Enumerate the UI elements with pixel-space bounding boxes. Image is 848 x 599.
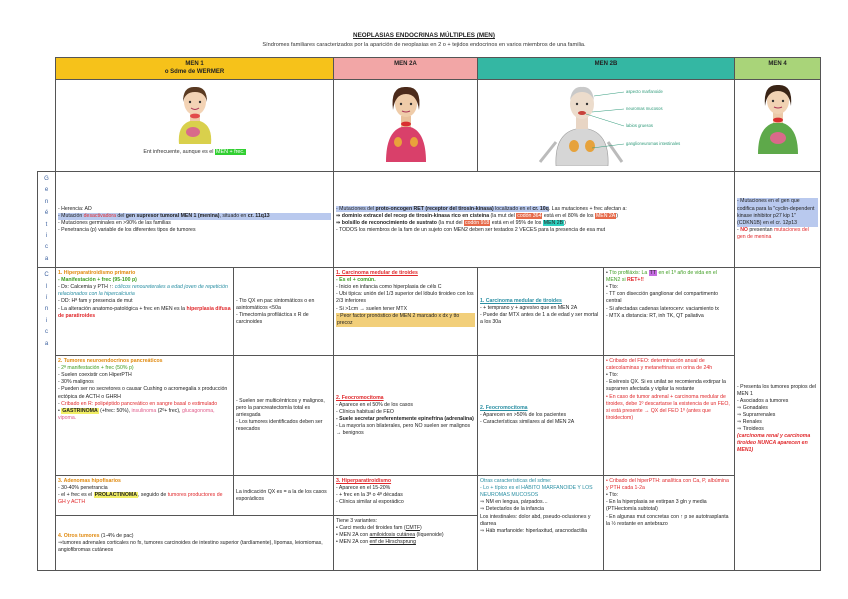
t: presentan [747,226,774,233]
t: - Características similares al del MEN 2A [480,419,575,426]
men1-pnet [56,356,234,476]
t: ) [616,212,619,219]
t: - Mutación [58,212,84,219]
men2b-label-1: aspecto marfanoide [626,89,663,94]
t: - La mayoría son bilaterales, pero NO suelen ser malignos → benignos [336,422,471,436]
t: - DD: Hª fam y presencia de mut [58,298,133,305]
letter: a [44,340,49,347]
t: - La alteración anatomo-patológica + frec en MEN es la [58,305,187,312]
t: Los intestinales: dolor abd, pseudo-oclusiones y diarrea [480,513,591,527]
t: - [737,226,741,233]
t: proto-oncogen RET (receptor del tirosin-kinasa) [375,205,494,212]
t: MEN 2B [543,219,564,226]
gen-line: - Herencia: AD [58,205,92,212]
t: - Inicio en infancia como hiperplasia de céls C [336,284,442,291]
men1-hyperpth-tto: - Tto QX en pac sintomáticos o en asintomáticos <50a - Timectomía profiláctica x R de carcinoides [234,268,334,356]
t: desactivadora [83,212,116,219]
gen-line: - Mutaciones en el gen que codifica para la "cyclin-dependent kinase inhibitor p27 kip 1" (CDKN1B) en el cr. 12p13 [737,198,818,226]
t: - MTX a distancia: RT, inh TK, QT paliativa [606,312,704,319]
t: NO [740,226,748,233]
t: ⇒tumores adrenales corticales no fx, tumores carcinoides de intestino superior (tardíamente), lipomas, leiomiomas, angiofibromas cutáneos [58,539,323,553]
t: - Aparecen en >50% de los pacientes [480,412,567,419]
t: - Ubi típica: unión del 1/3 superior del lóbulo tiroideo con los 2/3 inferiores [336,291,474,305]
t: - TT con disección ganglionar del compartimento central [606,291,718,305]
t: ⇒ NM en lengua, párpados… [480,499,548,506]
t: codón 364 [517,212,542,219]
t [58,306,231,320]
t: - Suelen coexistir con HiperPTH [58,372,132,379]
letter: G [44,176,49,183]
men1-pituitary-tto: La indicación QX es = a la de los casos esporádicos [234,476,334,516]
gen-line [336,213,732,220]
t: ⇒ Gonadales [737,405,768,412]
t: - Puede dar MTX antes de 1 a de edad y ser mortal a los 30a [480,311,599,325]
page-subtitle: Síndromes familiares caracterizados por la aparición de neoplasias en 2 o + tejidos endocrinos en varios miembros de una familia. [262,41,586,48]
men4-illustration [752,82,804,154]
t: - Si >1cm → suelen tener MTX [336,305,408,312]
t: ⇒ Detectarlos de la infancia [480,506,545,513]
men2b-feo [478,356,604,476]
t: codón 918 [465,219,490,226]
t: • Cribado del hiperPTH: analítica con Ca, P, albúmina y PTH cada 1-2a [606,478,729,492]
men4-clinica [735,268,821,571]
t: - + frec en la 3ª o 4ª décadas [336,492,403,499]
men2-genetics [334,172,735,268]
letter: i [45,317,48,324]
t: insulinoma [131,407,157,414]
t: está en el 95% de los [490,219,543,226]
t: • Cribado del FEO: determinación anual de catecolaminas y metanefrinas en orina de 24h [606,358,713,372]
letter: n [44,306,49,313]
t: (2º+ frec), [156,407,182,414]
t [58,401,231,408]
corner-cell-2 [38,80,56,172]
t: cr. 10q [532,205,549,212]
men2a-feo [334,356,478,476]
t: está en el 80% de los [542,212,595,219]
men1-title: MEN 1 [185,61,204,67]
t: - Clínica habitual de FEO [336,408,394,415]
section-title: 2. Feocromocitoma [336,394,384,401]
header-men2b [478,58,735,80]
t [58,408,231,422]
men1-subtitle: o Sdme de WERMER [164,69,225,76]
men1-caption [58,149,331,156]
men4-genetics [735,172,821,268]
t: enf de Hirschsprung [369,539,416,546]
gen-line [737,227,818,241]
t: ) [564,219,566,226]
men2b-other [478,476,604,571]
t: ⇒ Tiroideos [737,426,764,433]
t: - [58,400,62,407]
t: - Si afectadas cadenas laterocerv: vaciamiento tx [606,305,720,312]
header-men1 [56,58,334,80]
document-header [0,32,848,49]
t: - Pueden ser no secretores o causar Cushing o acromegalia x producción ectópica de ACTH o GHRH [58,386,228,400]
t: localizado en el [493,205,533,212]
t: • Tto: [606,492,619,499]
t: - Aparece en el 15-20% [336,485,391,492]
letter: c [45,329,48,336]
section-title: 2. Feocromocitoma [480,405,528,412]
t: - Es el + común. [336,277,376,284]
men2a-illustration [380,82,432,162]
t: ) [419,525,422,532]
men1-caption-text: Ent infrecuente, aunque es el [143,149,216,156]
t [58,284,231,298]
gen-line: - TODOS los miembros de la fam de un sujeto con MEN2 deben ser testados 2 VECES para la presencia de esa mut [336,226,606,233]
t: MEN 2A [595,212,616,219]
letter: i [45,233,48,240]
section-title: 3. Adenomas hipofisarios [58,478,121,485]
men2-hyperpth-tto [604,476,735,571]
gen-line-mutation [58,213,331,220]
t: . Las mutaciones + frec afectan a: [548,205,627,212]
men2b-label-4: ganglioneuromas intestinales [626,141,681,146]
t: GASTRINOMA [62,407,98,414]
t: ⇒ dominio extracel del recep de tirosin-kinasa rico en cisteína [336,212,490,219]
section-title: Otras características del sdme: [480,478,552,485]
header-men4 [735,58,821,80]
t: - Manifestación + frec (95-100 p) [58,277,137,284]
t: • En caso de tumor adrenal + carcinoma medular de tiroides, debe 1º descartarse la existencia de un FEO, si está presente → QX del FEO 1º (antes que tiroidectom) [606,393,730,421]
t: - Lo + típico es el HÁBITO MARFANOIDE Y LOS NEUROMAS MUCOSOS [480,485,593,499]
gen-line [336,206,732,213]
men2b-label-3: labios gruesos [626,123,654,128]
t [336,539,475,546]
t: - el + frec es el [58,492,94,499]
men2a-variants [334,516,478,571]
t: • MEN 2A con [336,539,370,546]
t: (1-4% de pac) [99,532,134,539]
t: Cribado en R: polipéptido pancreático en sangre basal o estimulado [61,400,218,407]
t: - 30% malignos [58,379,94,386]
men2b-label-2: neuromas mucosos [626,106,663,111]
t: - 30-40% penetrancia [58,485,108,492]
men2a-picture-cell [334,80,478,172]
t: ⇒ Háb marfanoide: hiperlaxitud, aracnodactilia [480,527,588,534]
t: ⇒ Suprarrenales [737,412,776,419]
men4-title: MEN 4 [768,61,787,67]
men2a-hyperpth [334,476,478,516]
t: - Peor factor pronóstico de MEN 2 marcado x dx y tto precoz [336,313,475,327]
t: • MEN 2A con [336,532,370,539]
t: - Suele secretar preferentemente epinefrina (adrenalina) [336,415,474,422]
t: Tto profiláxis: La [609,270,649,277]
t: tumores productores de GH y ACTH [58,492,223,506]
genetica-letters [40,174,53,265]
t: PROLACTINOMA [94,492,137,499]
t: • [606,270,610,277]
t: cr. 11q13 [247,212,270,219]
t: (carcinoma renal y carcinoma tiroideo NUNCA aparecen en MEN1) [737,433,811,454]
side-label-genetica [38,172,56,268]
t: glucagonoma, vipoma. [58,407,215,421]
t: ⇒ bolsillo de reconocimiento de sustrato [336,219,437,226]
men2-cmt-tto [604,268,735,356]
letter: a [44,255,49,262]
letter: t [45,221,48,228]
t: , situado en [219,212,248,219]
letter: n [44,198,49,205]
t [336,525,475,532]
gen-line [336,220,732,227]
men-table [37,57,821,571]
header-men2a [334,58,478,80]
section-title: 3. Hiperparatiroidismo [336,478,392,485]
t: RET+!! [627,277,644,284]
t: (liquenoide) [415,532,444,539]
men2b-cmt [478,268,604,356]
t: TT [649,270,657,277]
t: - 2ª manifestación + frec (50% p) [58,365,134,372]
men2a-title: MEN 2A [394,61,417,67]
t: - Asociados a tumores [737,398,789,404]
t: • [58,407,62,414]
t: - Dx: Calcemia y PTH ↑: [58,284,115,291]
t: mutaciones del gen de menina [737,226,809,240]
men2-feo-tto [604,356,735,476]
letter: e [44,187,49,194]
section-title: 1. Carcinoma medular de tiroides [480,297,562,304]
t: ⇒ Renales [737,419,762,426]
t: • Tto: [606,372,619,379]
t: • Tto: [606,284,619,291]
t: - Mutaciones del [336,205,376,212]
men1-pituitary [56,476,234,516]
t: - En la hiperplasia se extirpan 3 gln y media (PTHectomía subtotal) [606,499,707,513]
page-title: NEOPLASIAS ENDOCRINAS MÚLTIPLES (MEN) [353,32,495,39]
t: • Carci medu del tiroides fam ( [336,525,406,532]
men1-pnet-tto: - Suelen ser multicéntricos y malignos, pero la pancreatectomía total es arriesgada - Los tumores identificados deben ser resecados [234,356,334,476]
section-title: 2. Tumores neuroendocrinos pancreáticos [58,358,163,365]
t [58,492,231,506]
t: gen supresor tumoral MEN 1 (menina) [125,212,220,219]
t: - Exéresis QX. Si es unilat se recomienda extirpar la suprarren afectada y vigilar la restante [606,379,726,393]
letter: c [45,244,48,251]
t: cólicos renoureterales a edad joven de repetición relacionados con la hipercalciuria [58,284,228,298]
t: (+frec: 50%), [98,407,132,414]
t: - Presenta los tumores propios del MEN 1 [737,383,817,397]
gen-line: - Mutaciones germinales en >90% de las familias [58,219,171,226]
t: 4. Otros tumores [58,532,100,539]
t: (la mut del [436,219,465,226]
men1-other [56,516,334,571]
men2b-illustration [526,82,686,166]
men1-illustration [169,82,221,144]
men2b-title: MEN 2B [594,61,618,67]
gen-line: - Penetrancia (p) variable de los diferentes tipos de tumores [58,226,196,233]
t [606,270,732,284]
letter: C [44,272,49,279]
t: CMTF [405,525,420,532]
t: del [115,212,126,219]
letter: í [45,294,48,301]
t: hiperplasia difusa de paratiroides [58,305,231,319]
letter: é [44,210,49,217]
t: en el 1º año de vida en el MEN2 si [606,270,717,284]
men1-hyperpth [56,268,234,356]
section-title: 1. Hiperparatiroidismo primario [58,270,136,277]
t: (la mut del [489,212,517,219]
t: - + temprano y + agresivo que en MEN 2A [480,304,578,311]
letter: l [45,283,48,290]
t [336,532,475,539]
t: - En algunas mut concretas con ↑ p se autotrasplanta la ½ restante en antebrazo [606,513,729,527]
side-label-clinica [38,268,56,571]
section-title: 1. Carcinoma medular de tiroides [336,270,418,277]
t: Tiene 3 variantes: [336,518,378,525]
men1-genetics [56,172,334,268]
section-title [58,533,331,540]
men2a-cmt [334,268,478,356]
t: - Aparece en el 50% de los casos [336,401,413,408]
t: amiloidosis cutánea [369,532,416,539]
men1-caption-highlight: MEN + frec. [216,149,245,156]
men2b-picture-cell [478,80,735,172]
t: , seguido de [137,492,168,499]
t: - Clínica similar al esporádico [336,499,404,506]
corner-cell [38,58,56,80]
clinica-letters [40,270,53,350]
men1-picture-cell [56,80,334,172]
men4-picture-cell [735,80,821,172]
